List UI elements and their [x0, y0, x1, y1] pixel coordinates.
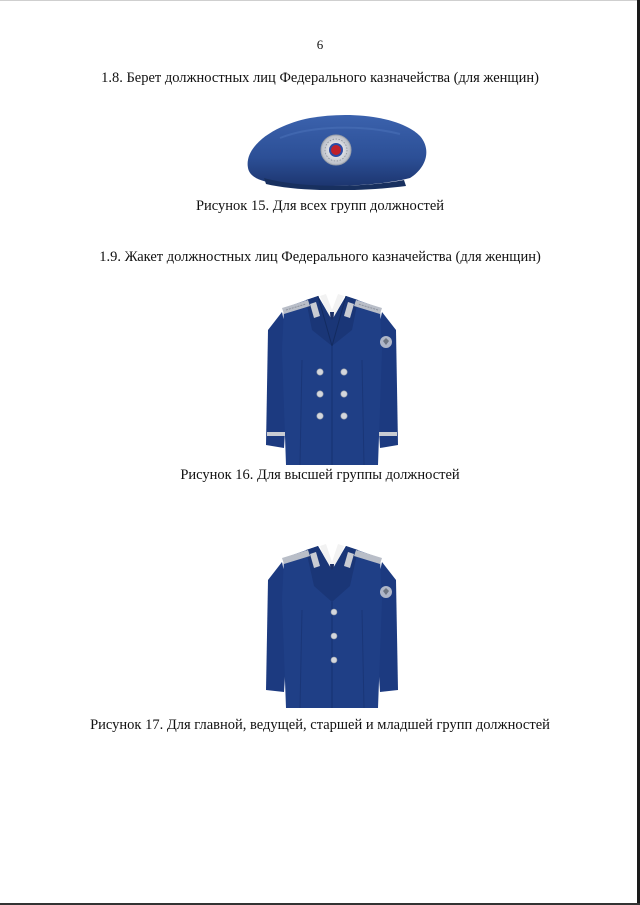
figure-caption-15: Рисунок 15. Для всех групп должностей: [195, 198, 445, 214]
figure-caption-17: Рисунок 17. Для главной, ведущей, старшей и младшей групп должностей: [90, 717, 550, 733]
page-number: 6: [316, 37, 324, 52]
beret-figure: [240, 108, 430, 190]
scan-edge-top: [0, 0, 640, 1]
jacket-single-breasted-illustration: [262, 540, 402, 708]
figure-caption-16: Рисунок 16. Для высшей группы должностей: [180, 467, 460, 483]
sleeve-emblem-icon: [380, 586, 392, 598]
sleeve-emblem-icon: [380, 336, 392, 348]
jacket-senior-figure: [262, 290, 402, 465]
cockade-icon: [321, 135, 351, 165]
jacket-double-breasted-illustration: [262, 290, 402, 465]
section-heading-jacket: 1.9. Жакет должностных лиц Федерального казначейства (для женщин): [99, 249, 541, 265]
section-heading-beret: 1.8. Берет должностных лиц Федерального казначейства (для женщин): [101, 70, 539, 86]
beret-illustration: [240, 108, 430, 190]
jacket-standard-figure: [262, 540, 402, 708]
